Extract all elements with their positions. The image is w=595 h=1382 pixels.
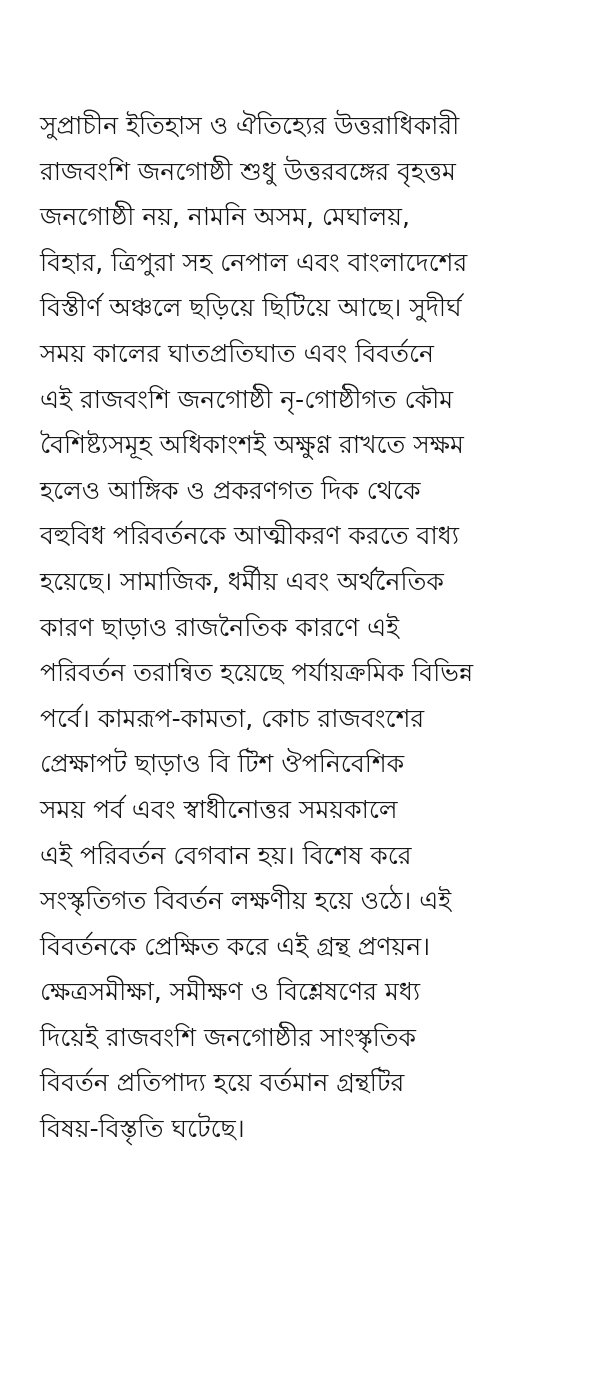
paragraph-line: বহুবিধ পরিবর্তনকে আত্মীকরণ করতে বাধ্য [40,521,459,551]
paragraph-line: বৈশিষ্ট্যসমূহ অধিকাংশই অক্ষুণ্ণ রাখতে সক্ষম [40,430,464,460]
paragraph-line: কারণ ছাড়াও রাজনৈতিক কারণে এই [40,612,400,642]
paragraph-line: হলেও আঙ্গিক ও প্রকরণগত দিক থেকে [40,475,421,505]
paragraph-line: ক্ষেত্রসমীক্ষা, সমীক্ষণ ও বিশ্লেষণের মধ্য [40,977,421,1007]
paragraph-line: বিবর্তনকে প্রেক্ষিত করে এই গ্রন্থ প্রণয়ন। [40,931,431,961]
paragraph-line: সময় পর্ব এবং স্বাধীনোত্তর সময়কালে [40,794,398,824]
paragraph-line: এই পরিবর্তন বেগবান হয়। বিশেষ করে [40,840,412,870]
paragraph-line: পরিবর্তন তরান্বিত হয়েছে পর্যায়ক্রমিক বিভিন্ন [40,658,474,688]
paragraph-line: প্রেক্ষাপট ছাড়াও বি টিশ ঔপনিবেশিক [40,749,405,779]
paragraph-line: বিস্তীর্ণ অঞ্চলে ছড়িয়ে ছিটিয়ে আছে। সুদীর্ঘ [40,293,462,323]
paragraph-line: রাজবংশি জনগোষ্ঠী শুধু উত্তরবঙ্গের বৃহত্তম [40,156,456,186]
paragraph-line: সংস্কৃতিগত বিবর্তন লক্ষণীয় হয়ে ওঠে। এই [40,886,452,916]
paragraph-line: বিহার, ত্রিপুরা সহ নেপাল এবং বাংলাদেশের [40,247,468,277]
body-paragraph [40,103,570,1152]
paragraph-line: জনগোষ্ঠী নয়, নামনি অসম, মেঘালয়, [40,202,410,232]
paragraph-line: বিষয়-বিস্তৃতি ঘটেছে। [40,1114,245,1144]
paragraph-line: হয়েছে। সামাজিক, ধর্মীয় এবং অর্থনৈতিক [40,566,444,596]
paragraph-line: দিয়েই রাজবংশি জনগোষ্ঠীর সাংস্কৃতিক [40,1022,416,1052]
paragraph-line: পর্বে। কামরূপ-কামতা, কোচ রাজবংশের [40,703,425,733]
paragraph-line: সময় কালের ঘাতপ্রতিঘাত এবং বিবর্তনে [40,338,434,368]
paragraph-line: বিবর্তন প্রতিপাদ্য হয়ে বর্তমান গ্রন্থটির [40,1068,405,1098]
paragraph-line: এই রাজবংশি জনগোষ্ঠী নৃ-গোষ্ঠীগত কৌম [40,384,454,414]
paragraph-line: সুপ্রাচীন ইতিহাস ও ঐতিহ্যের উত্তরাধিকারী [40,111,460,140]
